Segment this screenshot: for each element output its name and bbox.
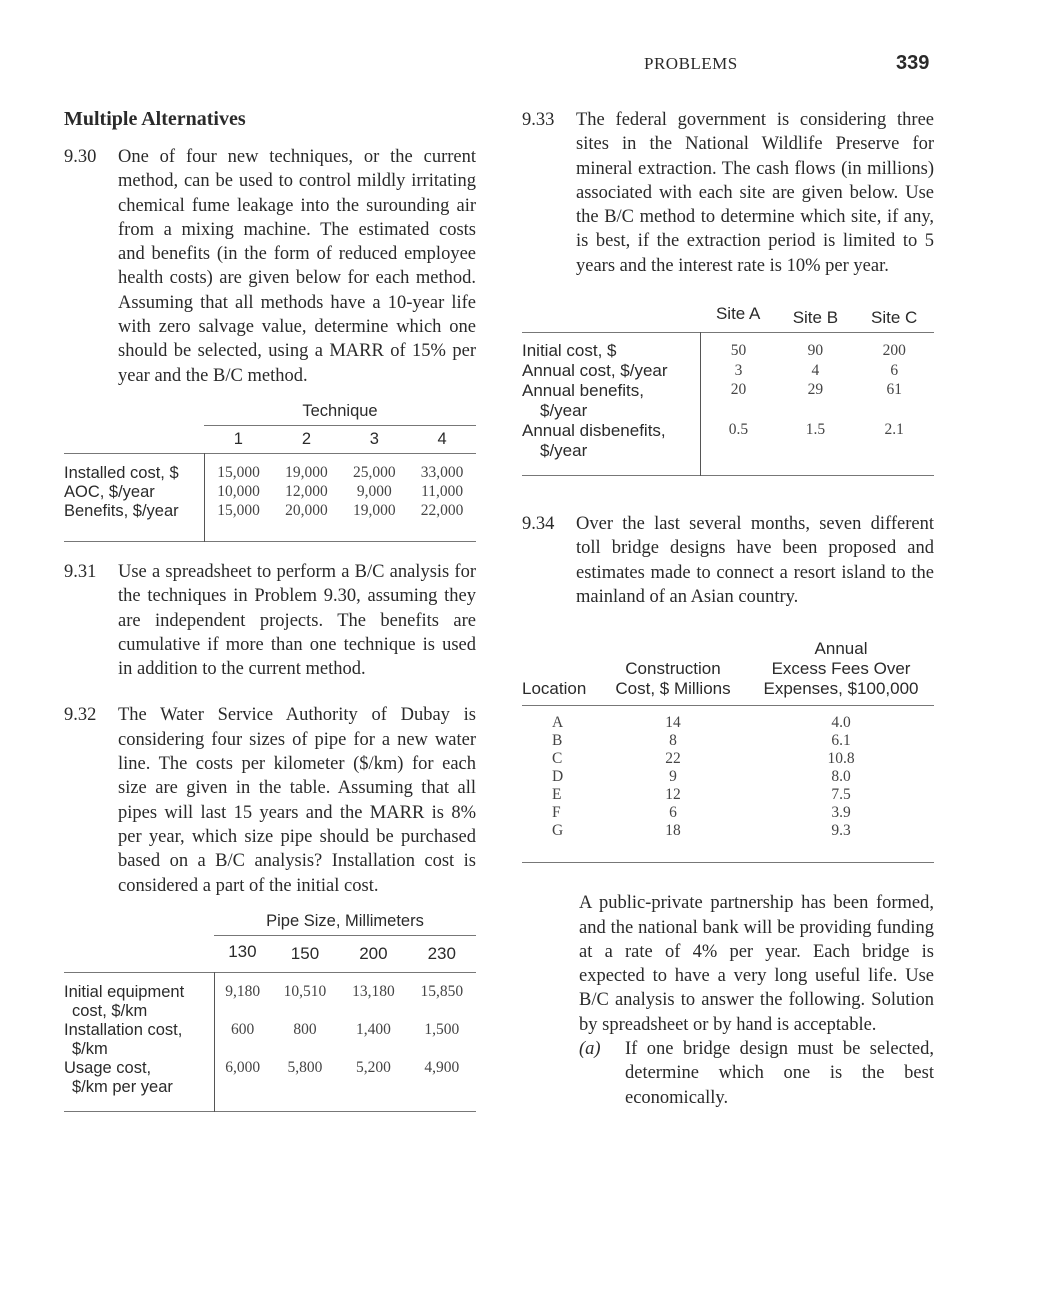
section-title: Multiple Alternatives xyxy=(64,108,246,130)
table-cell: A xyxy=(552,714,564,732)
row-label-line: $/year xyxy=(540,401,588,421)
table-cell: 90 xyxy=(807,342,824,360)
table-cell: 20 xyxy=(700,381,776,421)
problem-text: The Water Service Authority of Dubay is considering four sizes of pipe for a new water line. The costs per kilometer ($/km) for each size are given in the table. Assuming that all pipes will last 15 years and the MARR is 8% per year, which size pipe should be purchased based on a B/C analysis? Installation cost is considered a part of the initial cost. xyxy=(118,705,476,896)
table-cell: 800 xyxy=(293,1020,317,1038)
table-cell: 12 xyxy=(665,786,681,804)
problem-number: 9.33 xyxy=(522,110,555,130)
table-cell: 25,000 xyxy=(352,464,396,482)
page-header xyxy=(0,52,1038,80)
table-cell: B xyxy=(552,732,563,750)
bridge-table xyxy=(522,639,934,863)
table-cell: 8.0 xyxy=(831,768,851,786)
table-cell: 4.0 xyxy=(831,714,851,732)
pipe-size-table xyxy=(64,912,476,1112)
column-header: 150 xyxy=(290,943,320,963)
table-cell: 1,500 xyxy=(424,1020,460,1038)
problem-9-31 xyxy=(64,560,476,681)
table-cell: 9,180 xyxy=(214,972,271,1021)
table-cell: 10,510 xyxy=(283,982,327,1000)
table-cell: 10,000 xyxy=(204,483,273,502)
table-cell: 1.5 xyxy=(805,421,826,439)
column-header: 130 xyxy=(228,941,257,961)
row-label xyxy=(522,381,700,421)
row-label: AOC, $/year xyxy=(64,482,155,501)
table-cell: 15,000 xyxy=(204,502,273,542)
column-header-line: Annual xyxy=(814,639,868,659)
table-cell: 4,900 xyxy=(424,1058,460,1076)
column-header-line: Expenses, $100,000 xyxy=(763,679,919,699)
problem-text: Use a spreadsheet to perform a B/C analysis for the techniques in Problem 9.30, assuming they are independent projects. The benefits are cumulative if more than one technique is used in addition to the current method. xyxy=(118,561,476,680)
problem-number: 9.32 xyxy=(64,705,97,726)
table-cell: 7.5 xyxy=(831,786,851,804)
table-cell: G xyxy=(552,822,564,840)
table-cell: 200 xyxy=(882,342,906,360)
table-cell: 22,000 xyxy=(420,502,464,520)
table-cell: 6 xyxy=(890,362,899,380)
column-header: Location xyxy=(522,679,587,699)
table-cell: 15,000 xyxy=(204,453,273,483)
table-cell: 33,000 xyxy=(420,464,464,482)
column-header: Site C xyxy=(871,308,918,328)
problem-9-33 xyxy=(522,108,934,278)
table-cell: 19,000 xyxy=(352,502,396,520)
table-cell: 50 xyxy=(700,333,776,362)
row-label-line: $/km per year xyxy=(72,1077,173,1096)
problem-paragraph: A public-private partnership has been formed, and the national bank will be providing funding at a rate of 4% per year. Each bridge is expected to have a very long useful life. Use B/C analysis to answer the following. Solution by spreadsheet or by hand is acceptable. xyxy=(579,893,934,1035)
problem-9-32 xyxy=(64,703,476,897)
problem-number: 9.30 xyxy=(64,147,97,167)
row-label-line: Installation cost, xyxy=(64,1020,183,1039)
left-column xyxy=(64,108,476,1112)
site-table xyxy=(522,304,934,476)
technique-table xyxy=(64,402,476,542)
table-cell: 14 xyxy=(665,714,681,732)
row-label xyxy=(522,421,700,476)
table-cell: 22 xyxy=(665,750,681,768)
table-group-header: Technique xyxy=(204,402,476,426)
row-label xyxy=(64,972,214,1021)
row-label-line: Initial equipment xyxy=(64,982,185,1001)
problem-text: One of four new techniques, or the current method, can be used to control mildly irritating chemical fume leakage into the surounding air from a mixing machine. The estimated costs and benefits (in the form of reduced employee health costs) are given below for each method. Assuming that all methods have a 10-year life with zero salvage value, determine which one should be selected, using a MARR of 15% per year and the B/C method. xyxy=(118,147,476,386)
column-header: Site A xyxy=(715,304,761,324)
problem-number: 9.34 xyxy=(522,514,555,535)
right-column xyxy=(522,108,934,1110)
table-cell: 2.1 xyxy=(884,421,904,439)
column-header: 4 xyxy=(437,429,447,448)
problem-9-34 xyxy=(522,512,934,609)
table-cell: 0.5 xyxy=(700,421,776,476)
table-cell: 9,000 xyxy=(356,483,392,501)
table-cell: 12,000 xyxy=(285,483,328,501)
row-label: Annual cost, $/year xyxy=(522,361,668,381)
table-cell: 15,850 xyxy=(420,982,464,1000)
row-label: Benefits, $/year xyxy=(64,501,179,520)
column-header: Site B xyxy=(792,308,839,328)
part-text: If one bridge design must be selected, determine which one is the best economically. xyxy=(625,1039,934,1108)
table-group-header: Pipe Size, Millimeters xyxy=(214,912,476,936)
table-cell: 5,800 xyxy=(287,1058,323,1076)
table-cell: 18 xyxy=(665,822,681,840)
table-cell: 4 xyxy=(811,362,820,380)
table-cell: 19,000 xyxy=(285,464,328,482)
table-cell: 61 xyxy=(886,381,902,399)
page-number: 339 xyxy=(896,52,930,74)
table-cell: 9.3 xyxy=(831,822,851,840)
table-cell: 6 xyxy=(669,804,677,822)
row-label-line: Annual disbenefits, xyxy=(522,421,666,441)
table-cell: 6,000 xyxy=(214,1059,271,1112)
table-cell: F xyxy=(552,804,561,822)
row-label: Installed cost, $ xyxy=(64,463,179,482)
column-header: 2 xyxy=(301,429,312,448)
column-header: 230 xyxy=(427,943,456,963)
table-cell: 3.9 xyxy=(831,804,851,822)
problem-text: The federal government is considering three sites in the National Wildlife Preserve for mineral extraction. The cash flows (in millions) associated with each site are given below. Use the B/C method to determine which site, if any, is best, if the extraction period is limited to 5 years and the interest rate is 10% per year. xyxy=(576,110,934,276)
row-label xyxy=(64,1021,214,1059)
column-header: 1 xyxy=(233,429,243,448)
table-cell: 1,400 xyxy=(355,1020,391,1038)
table-cell: 10.8 xyxy=(827,750,855,768)
column-header xyxy=(598,639,748,706)
table-cell: 8 xyxy=(669,732,677,750)
problem-number: 9.31 xyxy=(64,561,97,582)
row-label-line: $/km xyxy=(72,1039,108,1058)
table-cell: E xyxy=(552,786,562,804)
problem-9-30 xyxy=(64,145,476,388)
column-header-line: Cost, $ Millions xyxy=(615,679,731,699)
problem-part-a xyxy=(579,1037,934,1110)
problem-text: Over the last several months, seven different toll bridge designs have been proposed and estimates made to connect a resort island to the mainland of an Asian country. xyxy=(576,514,934,607)
row-label-line: cost, $/km xyxy=(72,1001,148,1020)
table-cell: 3 xyxy=(700,361,776,381)
row-label: Initial cost, $ xyxy=(522,341,617,361)
row-label-line: Annual benefits, xyxy=(522,381,644,401)
table-cell: 11,000 xyxy=(421,483,464,501)
table-cell: 29 xyxy=(807,381,824,399)
table-cell: 600 xyxy=(214,1021,271,1059)
row-label xyxy=(64,1059,214,1112)
table-cell: 5,200 xyxy=(355,1058,391,1076)
part-label: (a) xyxy=(579,1039,601,1060)
table-cell: D xyxy=(552,768,564,786)
table-cell: 9 xyxy=(669,768,677,786)
column-header: 3 xyxy=(369,429,379,448)
column-header: 200 xyxy=(359,943,388,963)
row-label-line: Usage cost, xyxy=(64,1058,152,1077)
table-cell: 20,000 xyxy=(285,502,328,520)
column-header-line: Construction xyxy=(625,659,721,679)
row-label-line: $/year xyxy=(540,441,588,461)
running-title: PROBLEMS xyxy=(644,54,738,73)
column-header-line: Excess Fees Over xyxy=(771,659,911,679)
table-cell: 6.1 xyxy=(831,732,851,750)
table-cell: 13,180 xyxy=(352,982,395,1000)
column-header xyxy=(748,639,934,706)
table-cell: C xyxy=(552,750,563,768)
